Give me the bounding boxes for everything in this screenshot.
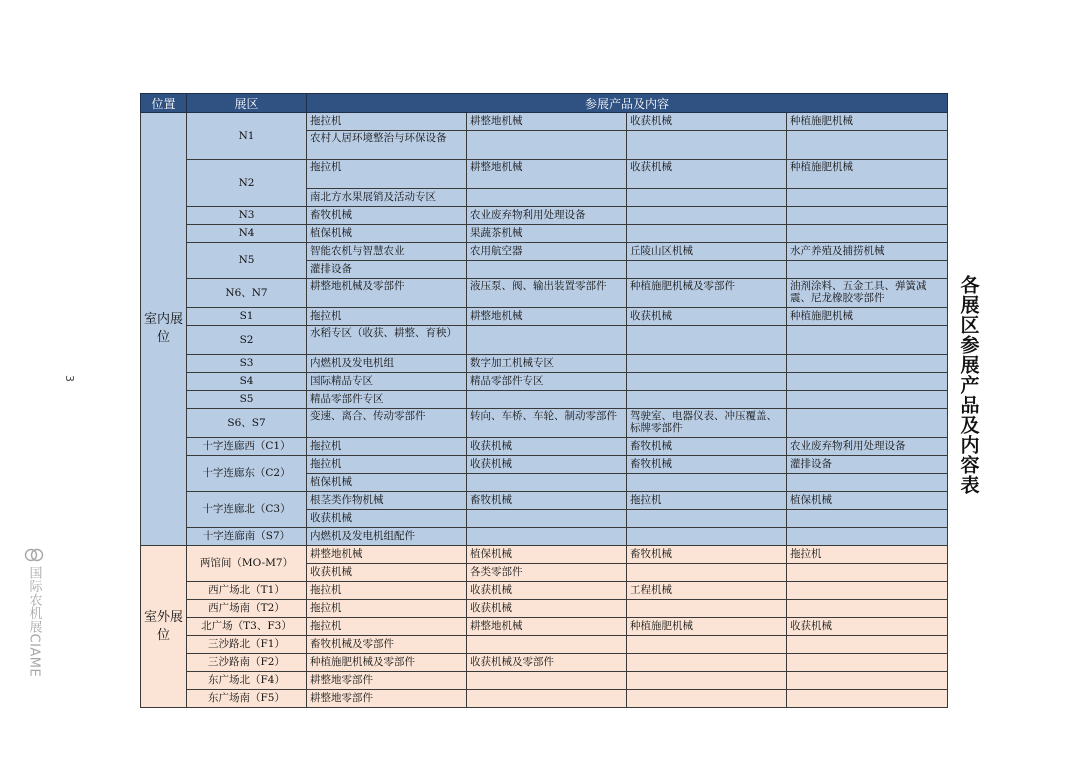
product-cell [627, 326, 787, 355]
ciame-logo-icon [24, 548, 44, 562]
product-cell [787, 582, 948, 600]
zone-cell: 两馆间（MO-M7） [187, 546, 307, 582]
zone-cell: S4 [187, 373, 307, 391]
product-cell: 果蔬茶机械 [467, 225, 627, 243]
product-cell: 收获机械 [467, 438, 627, 456]
page-title-container [943, 265, 995, 505]
product-cell [787, 189, 948, 207]
table-row [141, 355, 948, 373]
product-cell [627, 510, 787, 528]
product-cell [467, 510, 627, 528]
zone-cell: N1 [187, 113, 307, 160]
product-cell: 精品零部件专区 [467, 373, 627, 391]
page-number: 3 [63, 375, 76, 382]
table-row [141, 225, 948, 243]
product-cell: 耕整地机械 [467, 618, 627, 636]
zone-cell: N3 [187, 207, 307, 225]
product-cell [787, 528, 948, 546]
zone-cell: 三沙路北（F1） [187, 636, 307, 654]
zone-cell: S2 [187, 326, 307, 355]
table-row [141, 279, 948, 308]
product-cell [787, 672, 948, 690]
product-cell: 南北方水果展销及活动专区 [307, 189, 467, 207]
table-row [141, 582, 948, 600]
product-cell: 拖拉机 [307, 618, 467, 636]
product-cell: 畜牧机械 [627, 438, 787, 456]
product-cell: 灌排设备 [307, 261, 467, 279]
product-cell: 种植施肥机械及零部件 [627, 279, 787, 308]
product-cell: 收获机械 [467, 582, 627, 600]
product-cell: 收获机械 [467, 456, 627, 474]
product-cell: 智能农机与智慧农业 [307, 243, 467, 261]
table-header-row [141, 94, 948, 113]
product-cell [467, 690, 627, 708]
product-cell [787, 510, 948, 528]
product-cell: 植保机械 [467, 546, 627, 564]
table-row [141, 492, 948, 510]
table-row [141, 456, 948, 474]
zone-cell: 十字连廊南（S7） [187, 528, 307, 546]
table-row [141, 326, 948, 355]
product-cell: 国际精品专区 [307, 373, 467, 391]
product-cell [787, 564, 948, 582]
product-cell: 畜牧机械 [627, 456, 787, 474]
position-cell: 室外展位 [141, 546, 187, 708]
table-row [141, 528, 948, 546]
product-cell: 油剂涂料、五金工具、弹簧减震、尼龙橡胶零部件 [787, 279, 948, 308]
product-cell [627, 528, 787, 546]
watermark [14, 548, 54, 748]
product-cell: 农村人居环境整治与环保设备 [307, 131, 467, 160]
product-cell [627, 636, 787, 654]
zone-cell: 西广场南（T2） [187, 600, 307, 618]
product-cell: 畜牧机械 [627, 546, 787, 564]
product-cell [627, 261, 787, 279]
product-cell: 种植施肥机械 [787, 160, 948, 189]
product-cell: 液压泵、阀、输出装置零部件 [467, 279, 627, 308]
zone-cell: 东广场北（F4） [187, 672, 307, 690]
product-cell: 耕整地机械 [307, 546, 467, 564]
product-cell: 收获机械 [307, 564, 467, 582]
product-cell [627, 355, 787, 373]
product-cell [467, 636, 627, 654]
product-cell [787, 355, 948, 373]
zone-cell: S3 [187, 355, 307, 373]
position-cell: 室内展位 [141, 113, 187, 546]
zone-cell: S5 [187, 391, 307, 409]
product-cell [787, 600, 948, 618]
product-cell: 拖拉机 [307, 113, 467, 131]
product-cell [627, 131, 787, 160]
product-cell [787, 690, 948, 708]
exhibit-product-table [140, 93, 948, 708]
product-cell: 种植施肥机械 [627, 618, 787, 636]
product-cell [787, 636, 948, 654]
table-row [141, 207, 948, 225]
product-cell [467, 672, 627, 690]
product-cell: 内燃机及发电机组配件 [307, 528, 467, 546]
product-cell [787, 207, 948, 225]
product-cell: 耕整地零部件 [307, 690, 467, 708]
product-cell: 丘陵山区机械 [627, 243, 787, 261]
product-cell [467, 474, 627, 492]
table-row [141, 438, 948, 456]
product-cell: 水稻专区（收获、耕整、育秧） [307, 326, 467, 355]
product-cell: 拖拉机 [307, 308, 467, 326]
product-cell: 转向、车桥、车轮、制动零部件 [467, 409, 627, 438]
product-cell [787, 225, 948, 243]
product-cell: 耕整地机械 [467, 113, 627, 131]
product-cell [627, 373, 787, 391]
product-cell: 收获机械及零部件 [467, 654, 627, 672]
product-cell [627, 654, 787, 672]
zone-cell: N4 [187, 225, 307, 243]
product-cell: 工程机械 [627, 582, 787, 600]
product-cell: 植保机械 [307, 474, 467, 492]
product-cell: 收获机械 [627, 113, 787, 131]
product-cell: 拖拉机 [307, 438, 467, 456]
product-cell: 内燃机及发电机组 [307, 355, 467, 373]
header-zone: 展区 [187, 94, 307, 113]
product-cell: 精品零部件专区 [307, 391, 467, 409]
product-cell [627, 564, 787, 582]
product-cell: 收获机械 [627, 308, 787, 326]
zone-cell: N6、N7 [187, 279, 307, 308]
product-cell: 耕整地零部件 [307, 672, 467, 690]
zone-cell: 东广场南（F5） [187, 690, 307, 708]
table-row [141, 243, 948, 261]
product-cell: 拖拉机 [787, 546, 948, 564]
product-cell: 数字加工机械专区 [467, 355, 627, 373]
product-cell: 农业废弃物利用处理设备 [787, 438, 948, 456]
table-row [141, 113, 948, 131]
product-cell [467, 391, 627, 409]
product-cell: 各类零部件 [467, 564, 627, 582]
table-row [141, 391, 948, 409]
product-cell: 植保机械 [787, 492, 948, 510]
product-cell: 拖拉机 [627, 492, 787, 510]
product-cell: 根茎类作物机械 [307, 492, 467, 510]
product-cell: 畜牧机械及零部件 [307, 636, 467, 654]
header-products: 参展产品及内容 [307, 94, 948, 113]
table-row [141, 672, 948, 690]
zone-cell: 十字连廊北（C3） [187, 492, 307, 528]
product-cell: 拖拉机 [307, 160, 467, 189]
product-cell [467, 261, 627, 279]
table-row [141, 546, 948, 564]
table-row [141, 160, 948, 189]
page-title: 各展区参展产品及内容表 [957, 275, 980, 495]
zone-cell: N2 [187, 160, 307, 207]
table-row [141, 409, 948, 438]
product-cell [787, 373, 948, 391]
table-body [141, 113, 948, 708]
table-row [141, 308, 948, 326]
zone-cell: 三沙路南（F2） [187, 654, 307, 672]
zone-cell: 北广场（T3、F3） [187, 618, 307, 636]
zone-cell: 十字连廊西（C1） [187, 438, 307, 456]
product-cell [627, 391, 787, 409]
product-cell: 种植施肥机械 [787, 113, 948, 131]
product-cell [787, 409, 948, 438]
table-row [141, 618, 948, 636]
table-row [141, 654, 948, 672]
product-cell: 拖拉机 [307, 582, 467, 600]
product-cell [787, 654, 948, 672]
product-cell [787, 474, 948, 492]
table-row [141, 373, 948, 391]
product-cell [627, 225, 787, 243]
product-cell: 灌排设备 [787, 456, 948, 474]
product-cell: 畜牧机械 [467, 492, 627, 510]
zone-cell: 西广场北（T1） [187, 582, 307, 600]
product-cell: 收获机械 [787, 618, 948, 636]
zone-cell: S6、S7 [187, 409, 307, 438]
zone-cell: 十字连廊东（C2） [187, 456, 307, 492]
product-cell: 变速、离合、传动零部件 [307, 409, 467, 438]
product-cell [627, 474, 787, 492]
product-cell [467, 131, 627, 160]
product-cell [467, 326, 627, 355]
product-cell [787, 261, 948, 279]
product-cell: 种植施肥机械及零部件 [307, 654, 467, 672]
product-cell [467, 189, 627, 207]
zone-cell: N5 [187, 243, 307, 279]
product-cell [787, 391, 948, 409]
product-cell [627, 189, 787, 207]
table-row [141, 600, 948, 618]
product-cell: 水产养殖及捕捞机械 [787, 243, 948, 261]
product-cell: 拖拉机 [307, 456, 467, 474]
product-cell [627, 690, 787, 708]
product-cell: 收获机械 [307, 510, 467, 528]
product-cell: 耕整地机械 [467, 308, 627, 326]
product-cell: 收获机械 [627, 160, 787, 189]
watermark-text: 国际农机展CIAME [26, 566, 42, 678]
product-cell: 植保机械 [307, 225, 467, 243]
product-cell [627, 672, 787, 690]
product-cell: 拖拉机 [307, 600, 467, 618]
product-cell [787, 326, 948, 355]
product-cell [787, 131, 948, 160]
product-cell: 耕整地机械 [467, 160, 627, 189]
product-cell [467, 528, 627, 546]
product-cell [627, 207, 787, 225]
product-cell: 畜牧机械 [307, 207, 467, 225]
product-cell: 耕整地机械及零部件 [307, 279, 467, 308]
product-cell: 收获机械 [467, 600, 627, 618]
table-row [141, 690, 948, 708]
header-position: 位置 [141, 94, 187, 113]
product-cell: 种植施肥机械 [787, 308, 948, 326]
zone-cell: S1 [187, 308, 307, 326]
product-cell: 驾驶室、电器仪表、冲压覆盖、标牌零部件 [627, 409, 787, 438]
product-cell [627, 600, 787, 618]
product-cell: 农业废弃物利用处理设备 [467, 207, 627, 225]
product-cell: 农用航空器 [467, 243, 627, 261]
table-row [141, 636, 948, 654]
